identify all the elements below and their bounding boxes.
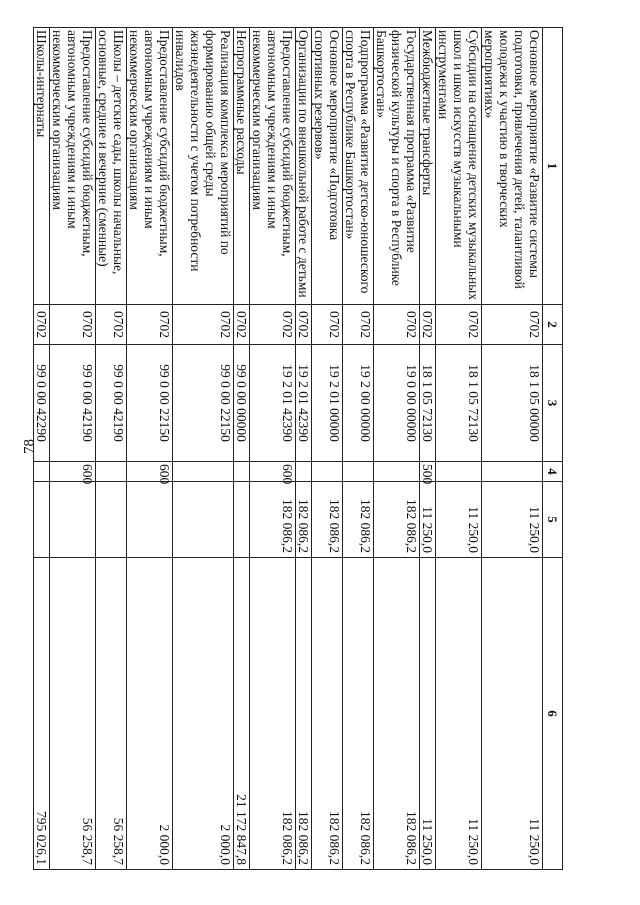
target-article-cell: 99 0 00 22150 xyxy=(127,345,173,462)
expense-name-cell: Подпрограмма «Развитие детско-юношеского спорта в Республике Башкортостан» xyxy=(343,28,374,305)
column-header: 4 xyxy=(543,462,563,482)
table-row xyxy=(296,28,312,870)
amount-cell: 11 250,0 xyxy=(436,482,482,558)
target-article-cell: 19 0 00 00000 xyxy=(374,345,420,462)
total-amount-cell: 2 000,0 xyxy=(173,558,234,870)
table-row xyxy=(234,28,250,870)
expense-type-cell xyxy=(482,462,543,482)
section-code-cell: 0702 xyxy=(420,305,436,345)
total-amount-cell: 795 026,1 xyxy=(34,558,50,870)
rotated-page-area xyxy=(34,0,560,905)
table-row xyxy=(250,28,296,870)
total-amount-cell: 182 086,2 xyxy=(343,558,374,870)
total-amount-cell: 56 258,7 xyxy=(50,558,96,870)
amount-cell xyxy=(50,482,96,558)
section-code-cell: 0702 xyxy=(127,305,173,345)
expense-type-cell: 600 xyxy=(50,462,96,482)
column-header: 1 xyxy=(543,28,563,305)
table-row xyxy=(34,28,50,870)
section-code-cell: 0702 xyxy=(34,305,50,345)
target-article-cell: 18 1 05 72130 xyxy=(420,345,436,462)
table-row xyxy=(96,28,127,870)
section-code-cell: 0702 xyxy=(312,305,343,345)
amount-cell xyxy=(34,482,50,558)
total-amount-cell: 2 000,0 xyxy=(127,558,173,870)
table-row xyxy=(127,28,173,870)
column-header: 3 xyxy=(543,345,563,462)
expense-name-cell: Государственная программа «Развитие физической культуры и спорта в Республике Башкортостан» xyxy=(374,28,420,305)
target-article-cell: 99 0 00 42290 xyxy=(34,345,50,462)
amount-cell: 182 086,2 xyxy=(250,482,296,558)
table-row xyxy=(312,28,343,870)
amount-cell: 182 086,2 xyxy=(374,482,420,558)
target-article-cell: 99 0 00 42190 xyxy=(96,345,127,462)
total-amount-cell: 21 172 847,8 xyxy=(234,558,250,870)
expense-type-cell xyxy=(296,462,312,482)
table-row xyxy=(343,28,374,870)
amount-cell xyxy=(173,482,234,558)
amount-cell: 182 086,2 xyxy=(343,482,374,558)
target-article-cell: 19 2 01 42390 xyxy=(296,345,312,462)
target-article-cell: 99 0 00 42190 xyxy=(50,345,96,462)
amount-cell: 182 086,2 xyxy=(296,482,312,558)
expense-name-cell: Непрограммные расходы xyxy=(234,28,250,305)
target-article-cell: 99 0 00 22150 xyxy=(173,345,234,462)
amount-cell: 182 086,2 xyxy=(312,482,343,558)
expense-type-cell: 600 xyxy=(250,462,296,482)
target-article-cell: 18 1 05 72130 xyxy=(436,345,482,462)
expense-name-cell: Школы-интернаты xyxy=(34,28,50,305)
section-code-cell: 0702 xyxy=(296,305,312,345)
target-article-cell: 19 2 00 00000 xyxy=(343,345,374,462)
expense-type-cell xyxy=(34,462,50,482)
section-code-cell: 0702 xyxy=(250,305,296,345)
page-number: 78 xyxy=(21,439,38,454)
expense-name-cell: Предоставление субсидий бюджетным, автономным учреждениям и иным некоммерческим организациям xyxy=(127,28,173,305)
expense-name-cell: Реализация комплекса мероприятий по формированию общей среды жизнедеятельности с учетом потребности инвалидов xyxy=(173,28,234,305)
section-code-cell: 0702 xyxy=(482,305,543,345)
table-row xyxy=(436,28,482,870)
expense-name-cell: Основное мероприятие «Подготовка спортивных резервов» xyxy=(312,28,343,305)
section-code-cell: 0702 xyxy=(343,305,374,345)
total-amount-cell: 182 086,2 xyxy=(374,558,420,870)
total-amount-cell: 56 258,7 xyxy=(96,558,127,870)
table-body xyxy=(34,28,543,870)
expense-name-cell: Основное мероприятие «Развитие системы подготовки, привлечения детей, талантливой молодежи к участию в творческих мероприятиях» xyxy=(482,28,543,305)
expense-name-cell: Организации по внешкольной работе с детьми xyxy=(296,28,312,305)
amount-cell: 11 250,0 xyxy=(482,482,543,558)
expense-name-cell: Межбюджетные трансферты xyxy=(420,28,436,305)
total-amount-cell: 182 086,2 xyxy=(312,558,343,870)
header-row xyxy=(543,28,563,870)
section-code-cell: 0702 xyxy=(436,305,482,345)
section-code-cell: 0702 xyxy=(374,305,420,345)
expense-type-cell xyxy=(234,462,250,482)
total-amount-cell: 11 250,0 xyxy=(436,558,482,870)
section-code-cell: 0702 xyxy=(50,305,96,345)
table-row xyxy=(420,28,436,870)
section-code-cell: 0702 xyxy=(96,305,127,345)
column-header: 2 xyxy=(543,305,563,345)
total-amount-cell: 11 250,0 xyxy=(420,558,436,870)
target-article-cell: 19 2 01 00000 xyxy=(312,345,343,462)
target-article-cell: 99 0 00 00000 xyxy=(234,345,250,462)
table-row xyxy=(374,28,420,870)
expense-type-cell xyxy=(436,462,482,482)
expense-type-cell: 500 xyxy=(420,462,436,482)
column-header: 5 xyxy=(543,482,563,558)
amount-cell xyxy=(96,482,127,558)
expense-type-cell xyxy=(374,462,420,482)
expense-type-cell xyxy=(343,462,374,482)
table-row xyxy=(173,28,234,870)
target-article-cell: 18 1 05 00000 xyxy=(482,345,543,462)
amount-cell xyxy=(127,482,173,558)
expense-name-cell: Предоставление субсидий бюджетным, автономным учреждениям и иным некоммерческим организациям xyxy=(50,28,96,305)
table-row xyxy=(482,28,543,870)
column-header: 6 xyxy=(543,558,563,870)
expense-name-cell: Субсидии на оснащение детских музыкальных школ и школ искусств музыкальными инструментами xyxy=(436,28,482,305)
section-code-cell: 0702 xyxy=(173,305,234,345)
expense-type-cell xyxy=(96,462,127,482)
budget-table-container xyxy=(34,27,563,869)
budget-table xyxy=(33,27,563,870)
target-article-cell: 19 2 01 42390 xyxy=(250,345,296,462)
total-amount-cell: 182 086,2 xyxy=(296,558,312,870)
expense-type-cell xyxy=(173,462,234,482)
expense-name-cell: Школы – детские сады, школы начальные, основные, средние и вечерние (сменные) xyxy=(96,28,127,305)
expense-type-cell: 600 xyxy=(127,462,173,482)
expense-name-cell: Предоставление субсидий бюджетным, автономным учреждениям и иным некоммерческим организациям xyxy=(250,28,296,305)
total-amount-cell: 182 086,2 xyxy=(250,558,296,870)
table-row xyxy=(50,28,96,870)
total-amount-cell: 11 250,0 xyxy=(482,558,543,870)
amount-cell: 11 250,0 xyxy=(420,482,436,558)
expense-type-cell xyxy=(312,462,343,482)
section-code-cell: 0702 xyxy=(234,305,250,345)
amount-cell xyxy=(234,482,250,558)
